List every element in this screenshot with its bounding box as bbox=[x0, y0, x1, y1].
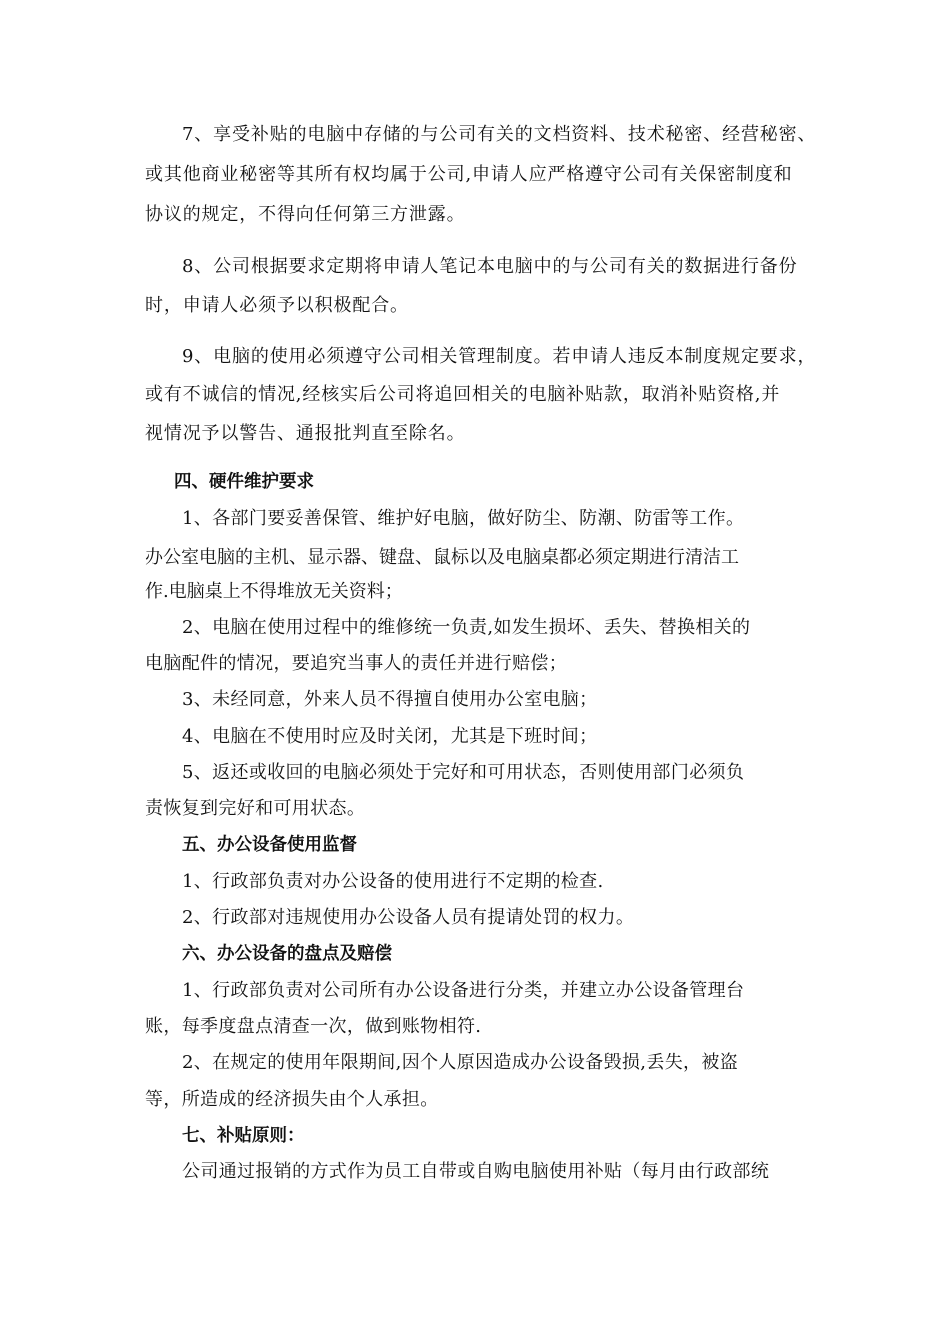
section-5-heading: 五、办公设备使用监督 bbox=[182, 835, 357, 855]
section-4-line: 4、电脑在不使用时应及时关闭，尤其是下班时间； bbox=[182, 726, 598, 747]
section-4-line: 3、未经同意，外来人员不得擅自使用办公室电脑； bbox=[182, 689, 598, 710]
paragraph-8-line-2: 时，申请人必须予以积极配合。 bbox=[145, 295, 409, 316]
section-6-line: 1、行政部负责对公司所有办公设备进行分类，并建立办公设备管理台 bbox=[182, 980, 745, 1001]
paragraph-9-line-3: 视情况予以警告、通报批判直至除名。 bbox=[145, 423, 466, 444]
section-6-heading: 六、办公设备的盘点及赔偿 bbox=[182, 944, 392, 964]
section-5-line: 1、行政部负责对办公设备的使用进行不定期的检查. bbox=[182, 871, 604, 892]
paragraph-8-line-1: 8、公司根据要求定期将申请人笔记本电脑中的与公司有关的数据进行备份 bbox=[182, 256, 798, 277]
section-6-line: 账，每季度盘点清查一次，做到账物相符. bbox=[145, 1016, 482, 1037]
paragraph-7-line-2: 或其他商业秘密等其所有权均属于公司,申请人应严格遵守公司有关保密制度和 bbox=[145, 164, 793, 185]
section-6-line: 2、在规定的使用年限期间,因个人原因造成办公设备毁损,丢失，被盗 bbox=[182, 1052, 739, 1073]
section-6-line: 等，所造成的经济损失由个人承担。 bbox=[145, 1089, 439, 1110]
section-4-line: 作.电脑桌上不得堆放无关资料； bbox=[145, 581, 403, 602]
section-4-line: 责恢复到完好和可用状态。 bbox=[145, 798, 366, 819]
section-7-heading: 七、补贴原则： bbox=[182, 1126, 305, 1146]
section-4-line: 5、返还或收回的电脑必须处于完好和可用状态，否则使用部门必须负 bbox=[182, 762, 745, 783]
paragraph-7-line-3: 协议的规定，不得向任何第三方泄露。 bbox=[145, 204, 466, 225]
paragraph-9-line-2: 或有不诚信的情况,经核实后公司将追回相关的电脑补贴款，取消补贴资格,并 bbox=[145, 384, 781, 405]
section-4-line: 电脑配件的情况，要追究当事人的责任并进行赔偿； bbox=[145, 653, 568, 674]
paragraph-9-line-1: 9、电脑的使用必须遵守公司相关管理制度。若申请人违反本制度规定要求， bbox=[182, 346, 817, 367]
section-5-line: 2、行政部对违规使用办公设备人员有提请处罚的权力。 bbox=[182, 907, 635, 928]
section-4-line: 办公室电脑的主机、显示器、键盘、鼠标以及电脑桌都必须定期进行清洁工 bbox=[145, 547, 739, 568]
section-4-heading: 四、硬件维护要求 bbox=[174, 472, 314, 492]
section-7-line: 公司通过报销的方式作为员工自带或自购电脑使用补贴（每月由行政部统 bbox=[182, 1161, 770, 1182]
section-4-line: 2、电脑在使用过程中的维修统一负责,如发生损坏、丢失、替换相关的 bbox=[182, 617, 751, 638]
section-4-line: 1、各部门要妥善保管、维护好电脑，做好防尘、防潮、防雷等工作。 bbox=[182, 508, 745, 529]
paragraph-7-line-1: 7、享受补贴的电脑中存储的与公司有关的文档资料、技术秘密、经营秘密、 bbox=[182, 124, 817, 145]
